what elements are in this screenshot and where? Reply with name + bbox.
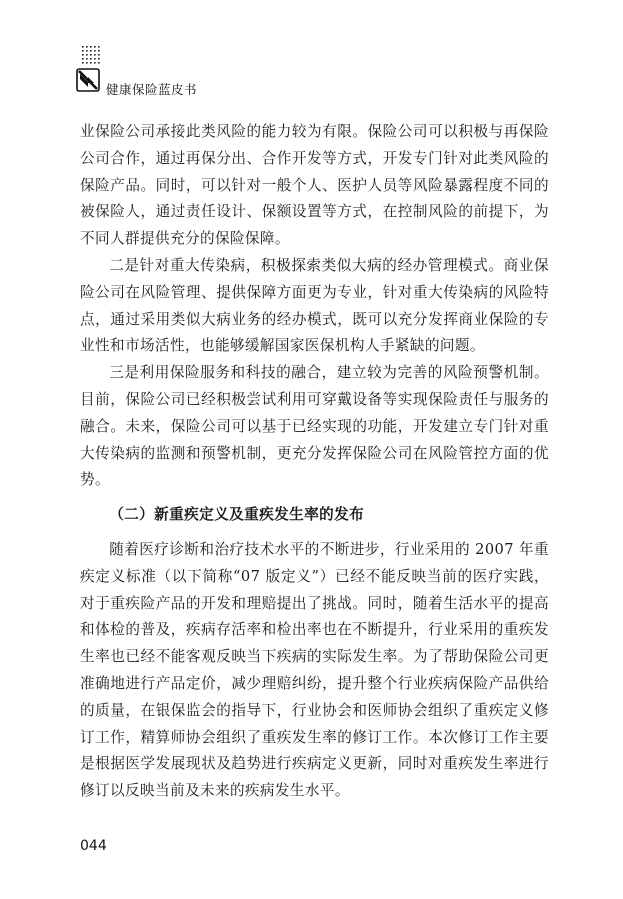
body-paragraph-continued: 业保险公司承接此类风险的能力较为有限。保险公司可以积极与再保险公司合作，通过再保分出、合作开发等方式，开发专门针对此类风险的保险产品。同时，可以针对一般个人、医护人员等风险暴露程度不同的被保险人，通过责任设计、保额设置等方式，在控制风险的前提下，为不同人群提供充分的保险保障。 — [80, 123, 549, 248]
body-paragraph: 随着医疗诊断和治疗技术水平的不断进步，行业采用的 2007 年重疾定义标准（以下简称“07 版定义”）已经不能反映当前的医疗实践，对于重疾险产品的开发和理赔提出了挑战。同时，随着生活水平的提高和体检的普及，疾病存活率和检出率也在不断提升，行业采用的重疾发生率也已经不能客观反映当下疾病的实际发生率。为了帮助保险公司更准确地进行产品定价，减少理赔纠纷，提升整个行业疾病保险产品供给的质量，在银保监会的指导下，行业协会和医师协会组织了重疾定义修订工作，精算师协会组织了重疾发生率的修订工作。本次修订工作主要是根据医学发展现状及趋势进行疾病定义更新，同时对重疾发生率进行修订以反映当前及未来的疾病发生水平。 — [80, 540, 549, 800]
arrow-logo-icon — [76, 68, 100, 92]
section-heading: （二）新重疾定义及重疾发生率的发布 — [109, 506, 365, 524]
dot-grid-decoration — [81, 44, 101, 66]
page-number: 044 — [80, 838, 107, 854]
body-paragraph: 二是针对重大传染病，积极探索类似大病的经办管理模式。商业保险公司在风险管理、提供保障方面更为专业，针对重大传染病的风险特点，通过采用类似大病业务的经办模式，既可以充分发挥商业保险的专业性和市场活性，也能够缓解国家医保机构人手紧缺的问题。 — [80, 256, 549, 355]
series-title: 健康保险蓝皮书 — [106, 82, 198, 97]
body-paragraph: 三是利用保险服务和科技的融合，建立较为完善的风险预警机制。目前，保险公司已经积极尝试利用可穿戴设备等实现保险责任与服务的融合。未来，保险公司可以基于已经实现的功能，开发建立专门针对重大传染病的监测和预警机制，更充分发挥保险公司在风险管控方面的优势。 — [80, 364, 549, 489]
running-header — [76, 44, 276, 104]
page-body — [80, 119, 549, 805]
